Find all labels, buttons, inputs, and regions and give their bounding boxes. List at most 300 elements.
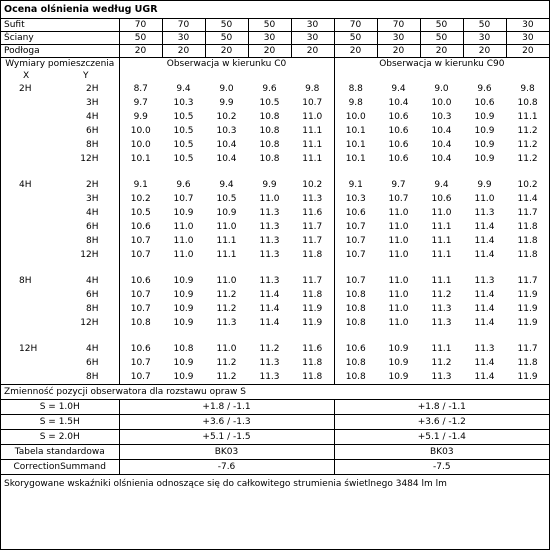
ugr-value-c0: 11.3 xyxy=(259,236,280,246)
ugr-value-c0: 11.7 xyxy=(291,220,334,234)
y-label: Y xyxy=(73,70,119,82)
ugr-value-c0: 11.1 xyxy=(216,236,237,246)
ugr-value-c0: 10.7 xyxy=(119,370,162,385)
ugr-value-c0: 11.4 xyxy=(259,304,280,314)
variation-s-label: S = 2.0H xyxy=(1,430,119,445)
ugr-value-c0: 10.5 xyxy=(173,154,194,164)
ugr-value-c90: 11.4 xyxy=(474,250,495,260)
ugr-value-c90: 11.4 xyxy=(474,222,495,232)
group-x-label xyxy=(1,152,73,166)
ugr-value-c90: 11.8 xyxy=(517,250,538,260)
table-row xyxy=(1,342,549,356)
reflectance-label: Ściany xyxy=(1,32,119,45)
empty-cell xyxy=(291,70,334,82)
reflectance-value: 20 xyxy=(420,45,463,58)
group-x-label xyxy=(1,356,73,370)
empty-cell xyxy=(334,166,377,178)
ugr-value-c90: 11.8 xyxy=(517,358,538,368)
empty-cell xyxy=(334,330,377,342)
ugr-value-c90: 10.4 xyxy=(431,140,452,150)
ugr-value-c90: 10.7 xyxy=(388,194,409,204)
row-y-label: 4H xyxy=(73,110,119,124)
group-x-label xyxy=(1,302,73,316)
reflectance-value: 50 xyxy=(420,19,463,32)
ugr-value-c90: 11.1 xyxy=(431,344,452,354)
standard-table-row xyxy=(1,445,549,460)
ugr-value-c0: 11.0 xyxy=(173,222,194,232)
ugr-value-c0: 9.0 xyxy=(219,84,234,94)
ugr-value-c90: 10.9 xyxy=(388,344,409,354)
ugr-value-c90: 10.0 xyxy=(431,98,452,108)
reflectance-value: 30 xyxy=(162,32,205,45)
empty-cell xyxy=(205,166,248,178)
ugr-value-c0: 10.6 xyxy=(130,222,151,232)
ugr-value-c90: 9.6 xyxy=(477,84,492,94)
ugr-value-c90: 11.0 xyxy=(388,318,409,328)
ugr-value-c0: 10.8 xyxy=(259,112,280,122)
variation-c90-value: +3.6 / -1.2 xyxy=(334,415,549,430)
table-row xyxy=(1,356,549,370)
ugr-value-c0: 9.4 xyxy=(176,84,191,94)
table-row xyxy=(1,302,549,316)
group-x-label xyxy=(1,124,73,138)
ugr-value-c90: 10.6 xyxy=(345,208,366,218)
ugr-value-c0: 10.7 xyxy=(291,96,334,110)
table-row xyxy=(1,110,549,124)
group-x-label xyxy=(1,138,73,152)
variation-c90-value: +5.1 / -1.4 xyxy=(334,430,549,445)
ugr-value-c90: 9.1 xyxy=(348,180,363,190)
ugr-value-c90: 11.3 xyxy=(420,370,463,385)
ugr-value-c90: 11.3 xyxy=(474,208,495,218)
empty-cell xyxy=(377,262,420,274)
group-x-label xyxy=(1,220,73,234)
ugr-value-c90: 11.4 xyxy=(463,370,506,385)
reflectance-label: Sufit xyxy=(1,19,119,32)
empty-cell xyxy=(73,330,119,342)
row-y-label: 3H xyxy=(73,192,119,206)
ugr-value-c90: 11.2 xyxy=(517,154,538,164)
ugr-value-c0: 10.9 xyxy=(162,370,205,385)
x-label: X xyxy=(23,70,30,81)
ugr-value-c0: 10.8 xyxy=(259,154,280,164)
reflectance-row xyxy=(1,45,549,58)
ugr-value-c90: 11.3 xyxy=(474,344,495,354)
ugr-value-c0: 10.0 xyxy=(130,140,151,150)
ugr-value-c0: 9.6 xyxy=(262,84,277,94)
ugr-value-c90: 11.0 xyxy=(388,222,409,232)
ugr-value-c90: 10.8 xyxy=(517,98,538,108)
ugr-value-c0: 11.3 xyxy=(291,192,334,206)
ugr-value-c90: 11.9 xyxy=(517,318,538,328)
row-y-label: 2H xyxy=(73,178,119,192)
empty-cell xyxy=(119,262,162,274)
ugr-value-c90: 11.9 xyxy=(517,304,538,314)
reflectance-value: 30 xyxy=(291,19,334,32)
table-row xyxy=(1,220,549,234)
ugr-value-c90: 11.7 xyxy=(517,276,538,286)
ugr-value-c90: 10.6 xyxy=(474,98,495,108)
empty-cell xyxy=(162,262,205,274)
spacer-row xyxy=(1,166,549,178)
ugr-value-c90: 10.1 xyxy=(345,154,366,164)
ugr-value-c0: 11.8 xyxy=(291,356,334,370)
table-row xyxy=(1,82,549,96)
ugr-value-c90: 10.4 xyxy=(431,154,452,164)
correction-row xyxy=(1,460,549,475)
empty-cell xyxy=(420,330,463,342)
empty-cell xyxy=(162,70,205,82)
ugr-value-c90: 11.0 xyxy=(474,194,495,204)
ugr-value-c90: 10.0 xyxy=(345,112,366,122)
ugr-value-c0: 10.5 xyxy=(259,98,280,108)
page-title: Ocena olśnienia według UGR xyxy=(1,1,549,19)
ugr-value-c0: 11.9 xyxy=(291,302,334,316)
ugr-value-c90: 9.4 xyxy=(391,84,406,94)
ugr-value-c90: 11.0 xyxy=(431,208,452,218)
reflectance-value: 20 xyxy=(291,45,334,58)
reflectance-value: 20 xyxy=(119,45,162,58)
ugr-value-c0: 11.0 xyxy=(259,194,280,204)
footnote: Skorygowane wskaźniki olśnienia odnoszące się do całkowitego strumienia świetlnego 3484 lm lm xyxy=(4,478,447,489)
reflectance-value: 20 xyxy=(506,45,549,58)
ugr-value-c90: 11.1 xyxy=(431,250,452,260)
ugr-value-c90: 10.8 xyxy=(345,358,366,368)
ugr-value-c0: 11.7 xyxy=(291,234,334,248)
empty-cell xyxy=(377,166,420,178)
ugr-value-c0: 10.9 xyxy=(173,290,194,300)
ugr-value-c90: 11.2 xyxy=(431,358,452,368)
empty-cell xyxy=(463,330,506,342)
ugr-value-c90: 11.2 xyxy=(517,126,538,136)
ugr-value-c90: 11.0 xyxy=(388,208,409,218)
ugr-value-c0: 10.5 xyxy=(173,126,194,136)
ugr-value-c0: 11.3 xyxy=(259,208,280,218)
ugr-value-c0: 11.0 xyxy=(173,236,194,246)
empty-cell xyxy=(463,262,506,274)
ugr-value-c0: 10.5 xyxy=(173,140,194,150)
ugr-value-c0: 11.3 xyxy=(248,370,291,385)
row-y-label: 6H xyxy=(73,288,119,302)
ugr-value-c0: 11.2 xyxy=(259,344,280,354)
ugr-value-c90: 11.0 xyxy=(388,250,409,260)
ugr-value-c0: 10.4 xyxy=(216,154,237,164)
table-row xyxy=(1,192,549,206)
correction-c0: -7.6 xyxy=(119,460,334,475)
ugr-value-c0: 10.0 xyxy=(130,126,151,136)
group-x-label xyxy=(1,370,73,385)
ugr-value-c90: 11.1 xyxy=(517,112,538,122)
variation-s-label: S = 1.0H xyxy=(1,400,119,415)
reflectance-value: 50 xyxy=(463,19,506,32)
empty-cell xyxy=(291,330,334,342)
reflectance-row xyxy=(1,32,549,45)
group-x-label xyxy=(1,248,73,262)
ugr-value-c0: 11.4 xyxy=(259,290,280,300)
ugr-value-c90: 11.0 xyxy=(388,276,409,286)
group-x-label: 8H xyxy=(19,276,32,286)
table-row xyxy=(1,178,549,192)
table-row xyxy=(1,274,549,288)
reflectance-label: Podłoga xyxy=(1,45,119,58)
reflectance-value: 20 xyxy=(162,45,205,58)
ugr-value-c0: 11.0 xyxy=(216,276,237,286)
table-row xyxy=(1,124,549,138)
variation-c0-value: +3.6 / -1.3 xyxy=(119,415,334,430)
ugr-value-c90: 11.8 xyxy=(517,222,538,232)
empty-cell xyxy=(420,166,463,178)
variation-row xyxy=(1,430,549,445)
ugr-value-c90: 10.9 xyxy=(377,370,420,385)
empty-cell xyxy=(506,166,549,178)
row-y-label: 3H xyxy=(73,96,119,110)
ugr-value-c0: 10.8 xyxy=(259,140,280,150)
ugr-value-c0: 10.7 xyxy=(130,290,151,300)
ugr-value-c90: 11.3 xyxy=(431,318,452,328)
group-x-label: 12H xyxy=(19,344,38,354)
ugr-value-c90: 11.2 xyxy=(431,290,452,300)
ugr-value-c90: 10.7 xyxy=(345,236,366,246)
ugr-value-c90: 10.6 xyxy=(388,112,409,122)
ugr-value-c0: 10.4 xyxy=(216,140,237,150)
empty-cell xyxy=(119,70,162,82)
group-x-label xyxy=(1,234,73,248)
ugr-value-c0: 10.6 xyxy=(130,344,151,354)
empty-cell xyxy=(377,330,420,342)
reflectance-value: 20 xyxy=(463,45,506,58)
correction-label: CorrectionSummand xyxy=(1,460,119,475)
reflectance-value: 30 xyxy=(377,32,420,45)
ugr-value-c90: 10.4 xyxy=(431,126,452,136)
reflectance-value: 70 xyxy=(334,19,377,32)
empty-cell xyxy=(248,166,291,178)
ugr-value-c0: 11.0 xyxy=(173,250,194,260)
ugr-value-c0: 11.1 xyxy=(291,152,334,166)
variation-c0-value: +1.8 / -1.1 xyxy=(119,400,334,415)
ugr-value-c90: 11.4 xyxy=(474,304,495,314)
ugr-value-c90: 10.7 xyxy=(345,276,366,286)
empty-cell xyxy=(506,330,549,342)
ugr-value-c90: 11.4 xyxy=(474,236,495,246)
ugr-value-c90: 10.8 xyxy=(345,290,366,300)
ugr-value-c90: 11.7 xyxy=(517,208,538,218)
row-y-label: 8H xyxy=(73,234,119,248)
ugr-value-c90: 11.4 xyxy=(474,358,495,368)
empty-cell xyxy=(205,262,248,274)
ugr-value-c0: 10.9 xyxy=(216,208,237,218)
table-row xyxy=(1,138,549,152)
row-y-label: 12H xyxy=(73,152,119,166)
ugr-value-c90: 11.3 xyxy=(431,304,452,314)
variation-s-label: S = 1.5H xyxy=(1,415,119,430)
ugr-value-c0: 10.8 xyxy=(173,344,194,354)
ugr-value-c90: 11.0 xyxy=(388,304,409,314)
ugr-value-c90: 10.6 xyxy=(388,140,409,150)
empty-cell xyxy=(1,166,73,178)
ugr-value-c90: 9.8 xyxy=(520,84,535,94)
ugr-value-c0: 10.1 xyxy=(130,154,151,164)
reflectance-value: 30 xyxy=(291,32,334,45)
ugr-value-c0: 10.2 xyxy=(216,112,237,122)
ugr-value-c0: 11.2 xyxy=(216,304,237,314)
c0-label: Obserwacja w kierunku C0 xyxy=(119,58,334,71)
table-row xyxy=(1,288,549,302)
row-y-label: 6H xyxy=(73,220,119,234)
ugr-value-c90: 9.8 xyxy=(348,98,363,108)
ugr-value-c0: 10.2 xyxy=(130,194,151,204)
reflectance-value: 20 xyxy=(377,45,420,58)
empty-cell xyxy=(73,262,119,274)
table-row xyxy=(1,152,549,166)
ugr-value-c90: 10.9 xyxy=(474,154,495,164)
ugr-value-c90: 10.6 xyxy=(388,154,409,164)
reflectance-value: 30 xyxy=(506,32,549,45)
ugr-value-c0: 11.8 xyxy=(291,288,334,302)
ugr-value-c0: 10.8 xyxy=(259,126,280,136)
empty-cell xyxy=(162,166,205,178)
ugr-value-c90: 11.7 xyxy=(517,344,538,354)
ugr-value-c90: 10.3 xyxy=(345,194,366,204)
ugr-value-c0: 11.2 xyxy=(205,370,248,385)
ugr-value-c90: 10.1 xyxy=(345,140,366,150)
empty-cell xyxy=(1,330,73,342)
ugr-value-c0: 10.9 xyxy=(173,318,194,328)
ugr-value-c0: 9.9 xyxy=(133,112,148,122)
reflectance-value: 70 xyxy=(162,19,205,32)
xy-header-row xyxy=(1,70,549,82)
ugr-value-c90: 10.3 xyxy=(431,112,452,122)
empty-cell xyxy=(506,70,549,82)
reflectance-value: 20 xyxy=(205,45,248,58)
dimensions-header-row xyxy=(1,58,549,71)
ugr-value-c0: 11.8 xyxy=(291,370,334,385)
dimensions-label: Wymiary pomieszczenia xyxy=(1,58,119,71)
row-y-label: 12H xyxy=(73,316,119,330)
footnote-row xyxy=(1,475,549,492)
ugr-value-c90: 11.4 xyxy=(474,318,495,328)
ugr-value-c0: 11.6 xyxy=(291,206,334,220)
ugr-value-c0: 10.9 xyxy=(173,208,194,218)
ugr-value-c90: 11.4 xyxy=(474,290,495,300)
reflectance-value: 50 xyxy=(119,32,162,45)
row-y-label: 8H xyxy=(73,302,119,316)
ugr-value-c0: 11.1 xyxy=(291,138,334,152)
ugr-value-c90: 11.2 xyxy=(517,140,538,150)
ugr-table xyxy=(1,1,549,491)
empty-cell xyxy=(248,70,291,82)
empty-cell xyxy=(248,330,291,342)
ugr-value-c0: 9.7 xyxy=(133,98,148,108)
standard-table-c90: BK03 xyxy=(334,445,549,460)
empty-cell xyxy=(162,330,205,342)
ugr-value-c90: 10.2 xyxy=(517,180,538,190)
ugr-value-c0: 11.2 xyxy=(216,358,237,368)
group-x-label: 4H xyxy=(19,180,32,190)
title-row xyxy=(1,1,549,19)
ugr-value-c0: 11.3 xyxy=(259,358,280,368)
ugr-value-c90: 11.4 xyxy=(517,194,538,204)
ugr-value-c90: 8.8 xyxy=(348,84,363,94)
ugr-value-c0: 11.8 xyxy=(291,248,334,262)
ugr-value-c90: 10.9 xyxy=(474,112,495,122)
table-row xyxy=(1,370,549,385)
ugr-value-c0: 10.8 xyxy=(130,318,151,328)
ugr-value-c90: 10.9 xyxy=(474,126,495,136)
spacer-row xyxy=(1,330,549,342)
ugr-value-c0: 10.5 xyxy=(216,194,237,204)
ugr-value-c90: 11.0 xyxy=(388,290,409,300)
row-y-label: 4H xyxy=(73,342,119,356)
row-y-label: 6H xyxy=(73,124,119,138)
ugr-value-c90: 10.4 xyxy=(388,98,409,108)
ugr-value-c90: 10.8 xyxy=(345,318,366,328)
ugr-value-c0: 11.0 xyxy=(216,222,237,232)
ugr-value-c90: 9.7 xyxy=(391,180,406,190)
variation-label: Zmienność pozycji obserwatora dla rozstawu opraw S xyxy=(1,385,549,400)
ugr-value-c0: 11.2 xyxy=(216,290,237,300)
group-x-label xyxy=(1,206,73,220)
reflectance-value: 70 xyxy=(119,19,162,32)
ugr-value-c90: 10.8 xyxy=(345,304,366,314)
group-x-label xyxy=(1,110,73,124)
ugr-value-c90: 11.8 xyxy=(517,236,538,246)
row-y-label: 6H xyxy=(73,356,119,370)
row-y-label: 4H xyxy=(73,274,119,288)
empty-cell xyxy=(291,166,334,178)
ugr-value-c0: 11.0 xyxy=(216,344,237,354)
reflectance-value: 20 xyxy=(334,45,377,58)
ugr-value-c90: 11.9 xyxy=(506,370,549,385)
ugr-value-c0: 11.3 xyxy=(259,250,280,260)
ugr-value-c90: 11.1 xyxy=(431,222,452,232)
ugr-value-c0: 10.7 xyxy=(130,236,151,246)
empty-cell xyxy=(1,262,73,274)
table-row xyxy=(1,248,549,262)
ugr-value-c90: 11.1 xyxy=(431,236,452,246)
ugr-value-c90: 9.0 xyxy=(434,84,449,94)
ugr-value-c0: 11.7 xyxy=(291,274,334,288)
ugr-value-c90: 11.9 xyxy=(517,290,538,300)
reflectance-value: 70 xyxy=(377,19,420,32)
standard-table-label: Tabela standardowa xyxy=(1,445,119,460)
ugr-value-c90: 9.9 xyxy=(477,180,492,190)
reflectance-row xyxy=(1,19,549,32)
ugr-value-c0: 10.7 xyxy=(130,358,151,368)
ugr-value-c0: 10.9 xyxy=(173,276,194,286)
empty-cell xyxy=(119,330,162,342)
group-x-label xyxy=(1,192,73,206)
ugr-value-c0: 11.4 xyxy=(259,318,280,328)
ugr-value-c90: 11.0 xyxy=(388,236,409,246)
ugr-value-c90: 9.4 xyxy=(434,180,449,190)
variation-c0-value: +5.1 / -1.5 xyxy=(119,430,334,445)
ugr-value-c90: 11.1 xyxy=(431,276,452,286)
ugr-value-c0: 11.0 xyxy=(291,110,334,124)
empty-cell xyxy=(420,262,463,274)
empty-cell xyxy=(248,262,291,274)
ugr-value-c0: 10.9 xyxy=(173,304,194,314)
empty-cell xyxy=(73,166,119,178)
reflectance-value: 20 xyxy=(248,45,291,58)
ugr-value-c0: 11.3 xyxy=(259,222,280,232)
ugr-value-c90: 10.1 xyxy=(345,126,366,136)
ugr-value-c0: 11.9 xyxy=(291,316,334,330)
empty-cell xyxy=(119,166,162,178)
reflectance-value: 30 xyxy=(506,19,549,32)
variation-header-row xyxy=(1,385,549,400)
ugr-value-c0: 10.6 xyxy=(130,276,151,286)
ugr-value-c90: 11.3 xyxy=(474,276,495,286)
